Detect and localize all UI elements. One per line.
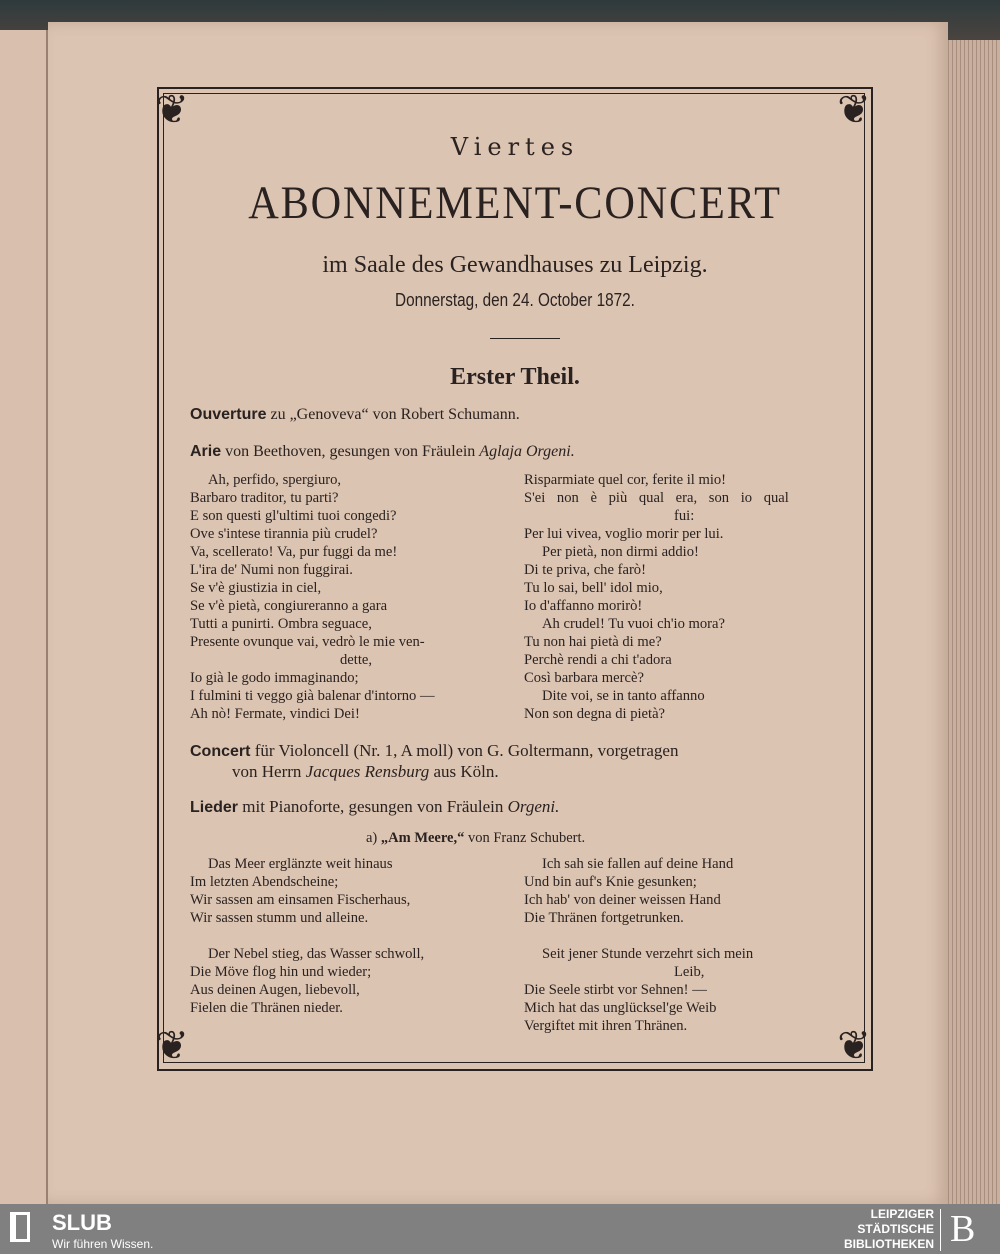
verse-line: Ich sah sie fallen auf deine Hand (542, 856, 734, 872)
divider (940, 1209, 941, 1251)
divider (490, 338, 560, 339)
program-item-ouverture (190, 406, 520, 424)
lsb-b-icon: B (950, 1208, 976, 1250)
corner-ornament-icon: ❦ (837, 87, 871, 133)
verse-line: Perchè rendi a chi t'adora (524, 652, 672, 668)
slub-slogan: Wir führen Wissen. (52, 1237, 154, 1251)
verse-line: Io d'affanno morirò! (524, 598, 643, 614)
verse-line: fui: (674, 508, 695, 524)
verse-line: dette, (340, 652, 373, 668)
verse-line: Ah, perfido, spergiuro, (208, 472, 342, 488)
verse-line: Dite voi, se in tanto affanno (542, 688, 705, 704)
verse-line: Wir sassen am einsamen Fischerhaus, (190, 892, 411, 908)
verse-line: Die Thränen fortgetrunken. (524, 910, 684, 926)
verse-line: Ove s'intese tirannia più crudel? (190, 526, 378, 542)
program-item-concert-line2 (232, 762, 499, 782)
footer-bar (0, 1204, 1000, 1254)
corner-ornament-icon: ❦ (155, 87, 189, 133)
lsb-line: STÄDTISCHE (857, 1222, 934, 1236)
verse-line: Risparmiate quel cor, ferite il mio! (524, 472, 727, 488)
verse-line: E son questi gl'ultimi tuoi congedi? (190, 508, 397, 524)
verse-line: Wir sassen stumm und alleine. (190, 910, 369, 926)
verse-line (524, 927, 753, 945)
concert-ordinal: Viertes (450, 133, 580, 161)
verse-line: Io già le godo immaginando; (190, 670, 359, 686)
slub-logo[interactable]: SLUB (52, 1210, 112, 1235)
verse-line: Aus deinen Augen, liebevoll, (190, 982, 360, 998)
verse-line: Die Möve flog hin und wieder; (190, 964, 372, 980)
song-text-right (524, 855, 753, 1035)
song-text-left (190, 855, 424, 1017)
verse-line: Di te priva, che farò! (524, 562, 646, 578)
page-edges (945, 40, 1000, 1204)
program-item-arie (190, 443, 575, 461)
verse-line: Mich hat das unglücksel'ge Weib (524, 1000, 717, 1016)
verse-line (190, 927, 424, 945)
verse-line: Die Seele stirbt vor Sehnen! — (524, 982, 707, 998)
program-item-concert (190, 741, 678, 761)
verse-line: Leib, (674, 964, 705, 980)
song-composer: von Franz Schubert. (464, 830, 586, 846)
verse-line: Ah crudel! Tu vuoi ch'io mora? (542, 616, 725, 632)
verse-line: Per lui vivea, voglio morir per lui. (524, 526, 724, 542)
verse-line: S'ei non è più qual era, son io qual (524, 490, 789, 506)
song-title: „Am Meere,“ (380, 830, 465, 846)
lsb-line: BIBLIOTHEKEN (844, 1237, 934, 1251)
slub-book-icon (10, 1212, 30, 1242)
corner-ornament-icon: ❦ (837, 1023, 871, 1069)
item-text: mit Pianoforte, gesungen von Fräulein (238, 797, 508, 816)
lsb-logo[interactable] (844, 1207, 934, 1252)
song-letter: a) (366, 830, 381, 846)
concert-title: ABONNEMENT-CONCERT (248, 177, 782, 229)
aria-text-right (524, 471, 789, 723)
item-label: Arie (190, 443, 222, 460)
corner-ornament-icon: ❦ (155, 1023, 189, 1069)
verse-line: Ich hab' von deiner weissen Hand (524, 892, 721, 908)
singer-name: Orgeni. (507, 797, 560, 816)
verse-line: Vergiftet mit ihren Thränen. (524, 1018, 688, 1034)
item-text: zu „Genoveva“ von Robert Schumann. (266, 406, 520, 423)
verse-line: L'ira de' Numi non fuggirai. (190, 562, 353, 578)
singer-name: Aglaja Orgeni. (479, 443, 575, 460)
verse-line: I fulmini ti veggo già balenar d'intorno — (190, 688, 435, 704)
verse-line: Non son degna di pietà? (524, 706, 666, 722)
performer-name: Jacques Rensburg (305, 762, 430, 781)
verse-line: Se v'è giustizia in ciel, (190, 580, 322, 596)
verse-line: Fielen die Thränen nieder. (190, 1000, 343, 1016)
verse-line: Tutti a punirti. Ombra seguace, (190, 616, 372, 632)
verse-line: Barbaro traditor, tu parti? (190, 490, 339, 506)
verse-line: Seit jener Stunde verzehrt sich mein (542, 946, 754, 962)
verse-line: Se v'è pietà, congiureranno a gara (190, 598, 388, 614)
concert-venue: im Saale des Gewandhauses zu Leipzig. (322, 252, 708, 278)
verse-line: Im letzten Abendscheine; (190, 874, 339, 890)
part-title: Erster Theil. (450, 364, 580, 390)
verse-line: Tu lo sai, bell' idol mio, (524, 580, 663, 596)
verse-line: Ah nò! Fermate, vindici Dei! (190, 706, 360, 722)
verse-line: Das Meer erglänzte weit hinaus (208, 856, 393, 872)
item-text: von Beethoven, gesungen von Fräulein (221, 443, 480, 460)
item-text: aus Köln. (429, 762, 499, 781)
lsb-line: LEIPZIGER (870, 1207, 934, 1221)
verse-line: Così barbara mercè? (524, 670, 644, 686)
verse-line: Per pietà, non dirmi addio! (542, 544, 699, 560)
item-label: Lieder (190, 799, 239, 816)
verse-line: Va, scellerato! Va, pur fuggi da me! (190, 544, 398, 560)
item-label: Concert (190, 743, 251, 760)
item-label: Ouverture (190, 406, 267, 423)
verse-line: Tu non hai pietà di me? (524, 634, 662, 650)
song-heading (366, 830, 585, 847)
item-text: für Violoncell (Nr. 1, A moll) von G. Goltermann, vorgetragen (250, 741, 679, 760)
left-page-edge (0, 30, 48, 1204)
item-text: von Herrn (232, 762, 306, 781)
program-item-lieder (190, 797, 559, 817)
aria-text-left (190, 471, 435, 723)
concert-date: Donnerstag, den 24. October 1872. (395, 290, 635, 310)
verse-line: Presente ovunque vai, vedrò le mie ven- (190, 634, 425, 650)
verse-line: Der Nebel stieg, das Wasser schwoll, (208, 946, 425, 962)
verse-line: Und bin auf's Knie gesunken; (524, 874, 697, 890)
